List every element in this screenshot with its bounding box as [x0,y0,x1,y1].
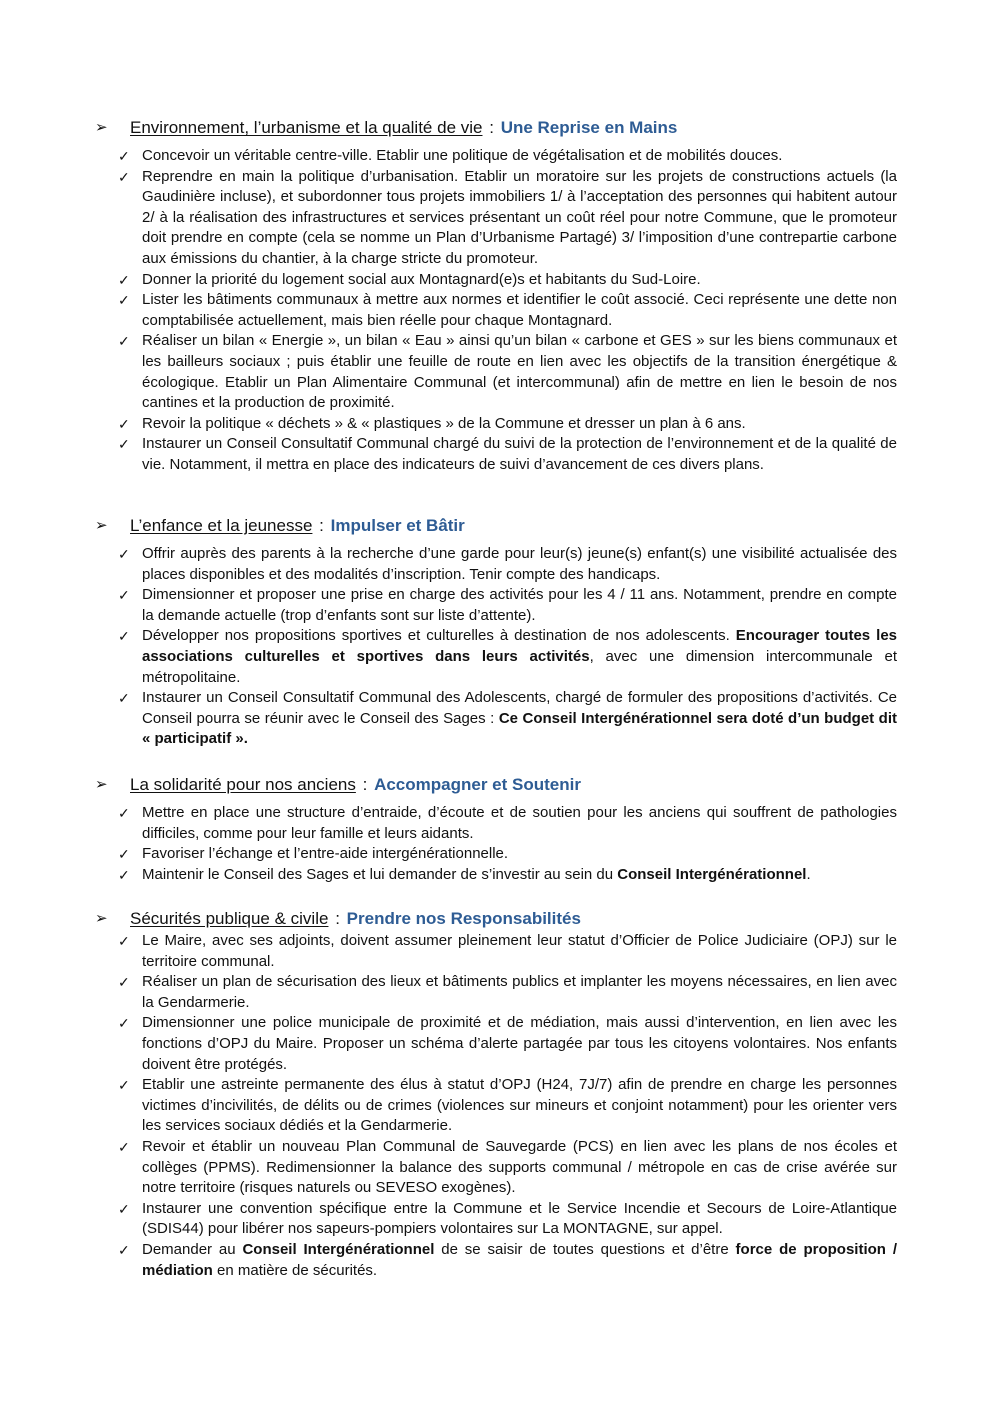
list-item [95,844,897,865]
checkmark-icon: ✓ [118,415,130,432]
list-item [95,270,897,291]
item-text: Mettre en place une structure d’entraide, d’écoute et de soutien pour les anciens qui souffrent de pathologies difficiles, comme pour leur famille et leurs aidants. [142,804,897,842]
arrow-bullet-icon: ➢ [95,910,108,927]
list-item [95,1075,897,1137]
list-item [95,146,897,167]
checkmark-icon: ✓ [118,805,130,821]
section-slogan: Prendre nos Responsabilités [346,909,581,928]
item-text-bold: Conseil Intergénérationnel [617,865,807,883]
item-text: Dimensionner et proposer une prise en charge des activités pour les 4 / 11 ans. Notamment, prendre en compte la demande actuelle (trop d’enfants sont sur liste d’attente). [142,586,897,624]
section-topic: L’enfance et la jeunesse [130,516,313,535]
item-list [95,931,897,1281]
item-text: Donner la priorité du logement social aux Montagnard(e)s et habitants du Sud-Loire. [142,270,701,288]
arrow-bullet-icon: ➢ [95,517,108,534]
item-text: Instaurer un Conseil Consultatif Communal des Adolescents, chargé de formuler des propositions d’activités. Ce Conseil pourra se réunir avec le Conseil des Sages : [142,689,897,727]
checkmark-icon: ✓ [118,1077,130,1094]
checkmark-icon: ✓ [118,168,130,185]
section-solidarite-anciens [95,773,897,885]
section-heading [95,514,897,538]
section-securites [95,907,897,1281]
section-topic: La solidarité pour nos anciens [130,775,356,794]
item-text: Favoriser l’échange et l’entre-aide intergénérationnelle. [142,845,509,863]
checkmark-icon: ✓ [118,1138,130,1155]
checkmark-icon: ✓ [118,587,130,604]
list-item [95,331,897,413]
checkmark-icon: ✓ [118,846,130,863]
item-text: Instaurer une convention spécifique entre la Commune et le Service Incendie et Secours de Loire-Atlantique (SDIS44) pour libérer nos sapeurs-pompiers volontaires sur La MONTAGNE, sur appel. [142,1199,897,1238]
item-text: Réaliser un plan de sécurisation des lieux et bâtiments publics et implanter les moyens nécessaires, en lien avec la Gendarmerie. [142,973,897,1011]
item-list [95,146,897,476]
item-text: Offrir auprès des parents à la recherche d’une garde pour leur(s) jeune(s) enfant(s) une visibilité actualisée des places disponibles et des modalités d’inscription. Tenir compte des handicaps. [142,545,897,583]
item-text: Développer nos propositions sportives et culturelles à destination de nos adolescents. [142,627,736,645]
item-text: Dimensionner une police municipale de proximité et de médiation, mais aussi d’intervention, en lien avec les fonctions d’OPJ du Maire. Proposer un schéma d’alerte partagée par tous les citoyens volontaires. Nos enfants doivent être protégés. [142,1014,897,1073]
checkmark-icon: ✓ [118,333,130,350]
heading-separator: : [319,516,324,535]
heading-separator: : [362,775,368,794]
section-environnement [95,116,897,476]
list-item [95,544,897,585]
section-heading [95,907,897,931]
list-item [95,1013,897,1075]
checkmark-icon: ✓ [118,690,130,707]
item-text: Lister les bâtiments communaux à mettre aux normes et identifier le coût associé. Ceci représente une dette non comptabilisée actuellement, mais bien réelle pour chaque Montagnard. [142,291,897,329]
checkmark-icon: ✓ [118,1241,130,1258]
item-list [95,544,897,750]
section-slogan: Impulser et Bâtir [330,516,465,535]
item-list [95,803,897,885]
checkmark-icon: ✓ [118,1200,130,1217]
section-enfance-jeunesse [95,514,897,750]
checkmark-icon: ✓ [118,148,130,164]
checkmark-icon: ✓ [118,1015,130,1032]
list-item [95,865,897,886]
item-text: Instaurer un Conseil Consultatif Communal chargé du suivi de la protection de l’environnement et de la qualité de vie. Notamment, il mettra en place des indicateurs de suivi d’avancement de ces divers plans. [142,435,897,473]
section-heading [95,773,897,797]
checkmark-icon: ✓ [118,436,130,453]
item-text: Revoir et établir un nouveau Plan Communal de Sauvegarde (PCS) en lien avec les plans de nos écoles et collèges (PPMS). Redimensionner la balance des supports communal / métropole en cas de crise avérée sur notre territoire (risques naturels ou SEVESO exogènes). [142,1137,897,1197]
heading-separator: : [489,118,494,137]
item-text: , avec une dimension intercommunale et métropolitaine. [142,647,898,686]
list-item [95,414,897,435]
item-text: Maintenir le Conseil des Sages et lui demander de s’investir au sein du [142,865,618,883]
item-text-bold: Conseil Intergénérationnel [242,1240,435,1258]
list-item [95,688,897,750]
list-item [95,434,897,475]
item-text: . [806,865,811,883]
section-topic: Environnement, l’urbanisme et la qualité de vie [130,118,483,137]
list-item [95,290,897,331]
arrow-bullet-icon: ➢ [95,776,108,793]
checkmark-icon: ✓ [118,271,130,288]
list-item [95,626,897,688]
list-item [95,931,897,972]
list-item [95,1240,897,1281]
item-text: Revoir la politique « déchets » & « plastiques » de la Commune et dresser un plan à 6 ans. [142,414,746,432]
item-text: Le Maire, avec ses adjoints, doivent assumer pleinement leur statut d’Officier de Police Judiciaire (OPJ) sur le territoire communal. [142,932,897,970]
item-text: Reprendre en main la politique d’urbanisation. Etablir un moratoire sur les projets de constructions actuels (la Gaudinière incluse), et subordonner tous projets immobiliers 1/ à l’acceptation des personnes qui habitent autour 2/ à la réalisation des infrastructures et services présentant un coût réel pour notre Commune, que le promoteur doit prendre en compte (cela se nomme un Plan d’Urbanisme Partagé) 3/ l’imposition d’une contrepartie carbone aux émissions du chantier, à la charge stricte du promoteur. [142,167,897,267]
checkmark-icon: ✓ [118,933,130,949]
item-text-bold: force de proposition / médiation [142,1240,897,1279]
section-slogan: Une Reprise en Mains [500,118,678,137]
checkmark-icon: ✓ [118,292,130,309]
item-text: Réaliser un bilan « Energie », un bilan « Eau » ainsi qu’un bilan « carbone et GES » sur les biens communaux et les bailleurs sociaux ; puis établir une feuille de route en lien avec les objectifs de la transition énergétique & écologique. Etablir un Plan Alimentaire Communal (et intercommunal) afin de mettre en lien le besoin de nos cantines et la production de proximité. [142,332,897,412]
item-text: Etablir une astreinte permanente des élus à statut d’OPJ (H24, 7J/7) afin de prendre en charge les personnes victimes d’incivilités, de délits ou de crimes (violences sur mineurs et conjoint notamment) pour les orienter vers les services sociaux dédiés et la Gendarmerie. [142,1076,897,1135]
arrow-bullet-icon: ➢ [95,119,108,136]
checkmark-icon: ✓ [118,546,130,562]
list-item [95,1137,897,1199]
list-item [95,167,897,270]
list-item [95,972,897,1013]
section-heading [95,116,897,140]
checkmark-icon: ✓ [118,628,130,645]
list-item [95,1199,897,1240]
item-text: Demander au [142,1240,243,1258]
checkmark-icon: ✓ [118,866,130,883]
list-item [95,803,897,844]
checkmark-icon: ✓ [118,974,130,991]
item-text-bold: Ce Conseil Intergénérationnel sera doté d’un budget dit « participatif ». [142,709,897,748]
item-text: en matière de sécurités. [212,1261,378,1279]
item-text: de se saisir de toutes questions et d’être [434,1240,736,1258]
item-text: Concevoir un véritable centre-ville. Etablir une politique de végétalisation et de mobilités douces. [142,147,783,164]
item-text-bold: Encourager toutes les associations culturelles et sportives dans leurs activités [142,627,897,665]
section-slogan: Accompagner et Soutenir [374,775,581,794]
list-item [95,585,897,626]
section-topic: Sécurités publique & civile [130,909,329,928]
heading-separator: : [335,909,340,928]
